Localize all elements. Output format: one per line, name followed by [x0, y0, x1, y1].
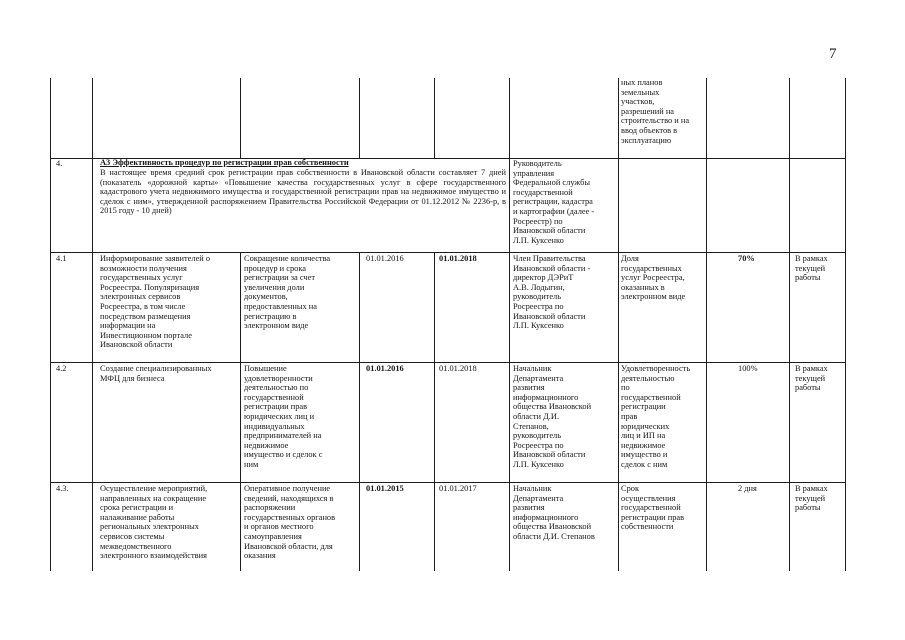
row-number: 4.3. — [56, 484, 69, 493]
responsible-cell: Член Правительства Ивановской области - директор ДЭРиТ А.В. Лодыгин, руководитель Росреестра по Ивановской области Л.П. Куксенко — [513, 254, 591, 331]
result-cell: Повышение удовлетворенности деятельностью по государственной регистрации прав юридических лиц и индивидуальных предпринимателей на недвижимое имущество и сделок с ним — [244, 364, 323, 469]
row-divider — [50, 252, 846, 253]
indicator-cell: Доля государственных услуг Росреестра, оказанных в электронном виде — [621, 254, 686, 302]
column-divider — [509, 78, 510, 571]
start-date: 01.01.2016 — [366, 254, 404, 263]
responsible-cell: Начальник Департамента развития информационного общества Ивановской области Д.И. Степанов — [513, 484, 595, 541]
row-divider — [50, 362, 846, 363]
column-divider — [92, 78, 93, 571]
funding-cell: В рамках текущей работы — [795, 254, 828, 283]
measure-cell: Информирование заявителей о возможности получения государственных услуг Росреестра. Популяризация электронных сервисов Росреестра, в том числе посредством размещения информации на Инвестиционном портале Ивановской области — [100, 254, 211, 350]
column-divider — [240, 252, 241, 571]
result-cell: Оперативное получение сведений, находящихся в распоряжении государственных органов и органов местного самоуправления Ивановской области, для оказания — [244, 484, 336, 561]
row-number: 4.2 — [56, 364, 67, 373]
indicator-cell: Удовлетворенность деятельностью по государственной регистрации прав юридических лиц и ИП на недвижимое имущество и сделок с ним — [621, 364, 691, 469]
end-date: 01.01.2018 — [439, 364, 477, 373]
column-divider — [434, 252, 435, 571]
column-divider — [359, 252, 360, 571]
end-date: 01.01.2017 — [439, 484, 477, 493]
section-description: В настоящее время средний срок регистрации прав собственности в Ивановской области составляет 7 дней (показатель «дорожной карты» «Повышение качества государственных услуг в сфере государственного кадастрового учета недвижимого имущества и государственной регистрации прав на недвижимое имущество и сделок с ним», утвержденной распоряжением Правительства Российской Федерации от 01.12.2012 № 2236-р, в 2015 году - 10 дней) — [100, 168, 506, 216]
measure-cell: Создание специализированных МФЦ для бизнеса — [100, 364, 212, 383]
target-value: 70% — [738, 254, 755, 263]
start-date: 01.01.2016 — [366, 364, 404, 373]
row-number: 4.1 — [56, 254, 67, 263]
row-divider — [50, 482, 846, 483]
column-divider — [240, 78, 241, 158]
indicator-cell: ных планов земельных участков, разрешений на строительство и на ввод объектов в эксплуатацию — [621, 78, 690, 145]
result-cell: Сокращение количества процедур и срока регистрации за счет увеличения доли документов, предоставленных на регистрацию в электронном виде — [244, 254, 331, 331]
column-divider — [706, 78, 707, 571]
responsible-cell: Руководитель управления Федеральной службы государственной регистрации, кадастра и картографии (далее - Росреестр) по Ивановской области Л.П. Куксенко — [513, 159, 595, 245]
indicator-cell: Срок осуществления государственной регистрации прав собственности — [621, 484, 685, 532]
responsible-cell: Начальник Департамента развития информационного общества Ивановской области Д.И. Степанов, руководитель Росреестра по Ивановской области Л.П. Куксенко — [513, 364, 592, 469]
end-date: 01.01.2018 — [439, 254, 477, 263]
funding-cell: В рамках текущей работы — [795, 364, 828, 393]
section-title: А3 Эффективность процедур по регистрации прав собственности — [100, 158, 349, 167]
funding-cell: В рамках текущей работы — [795, 484, 828, 513]
column-divider — [434, 78, 435, 158]
column-divider — [359, 78, 360, 158]
page-number: 7 — [829, 46, 837, 62]
target-value: 2 дня — [738, 484, 757, 493]
column-divider — [789, 78, 790, 571]
start-date: 01.01.2015 — [366, 484, 404, 493]
table-border — [845, 78, 846, 571]
column-divider — [618, 78, 619, 571]
target-value: 100% — [738, 364, 758, 373]
table-border — [50, 78, 51, 571]
row-number: 4. — [56, 159, 63, 168]
measure-cell: Осуществление мероприятий, направленных на сокращение срока регистрации и налаживание работы региональных электронных сервисов системы межведомственного электронного взаимодействия — [100, 484, 208, 561]
